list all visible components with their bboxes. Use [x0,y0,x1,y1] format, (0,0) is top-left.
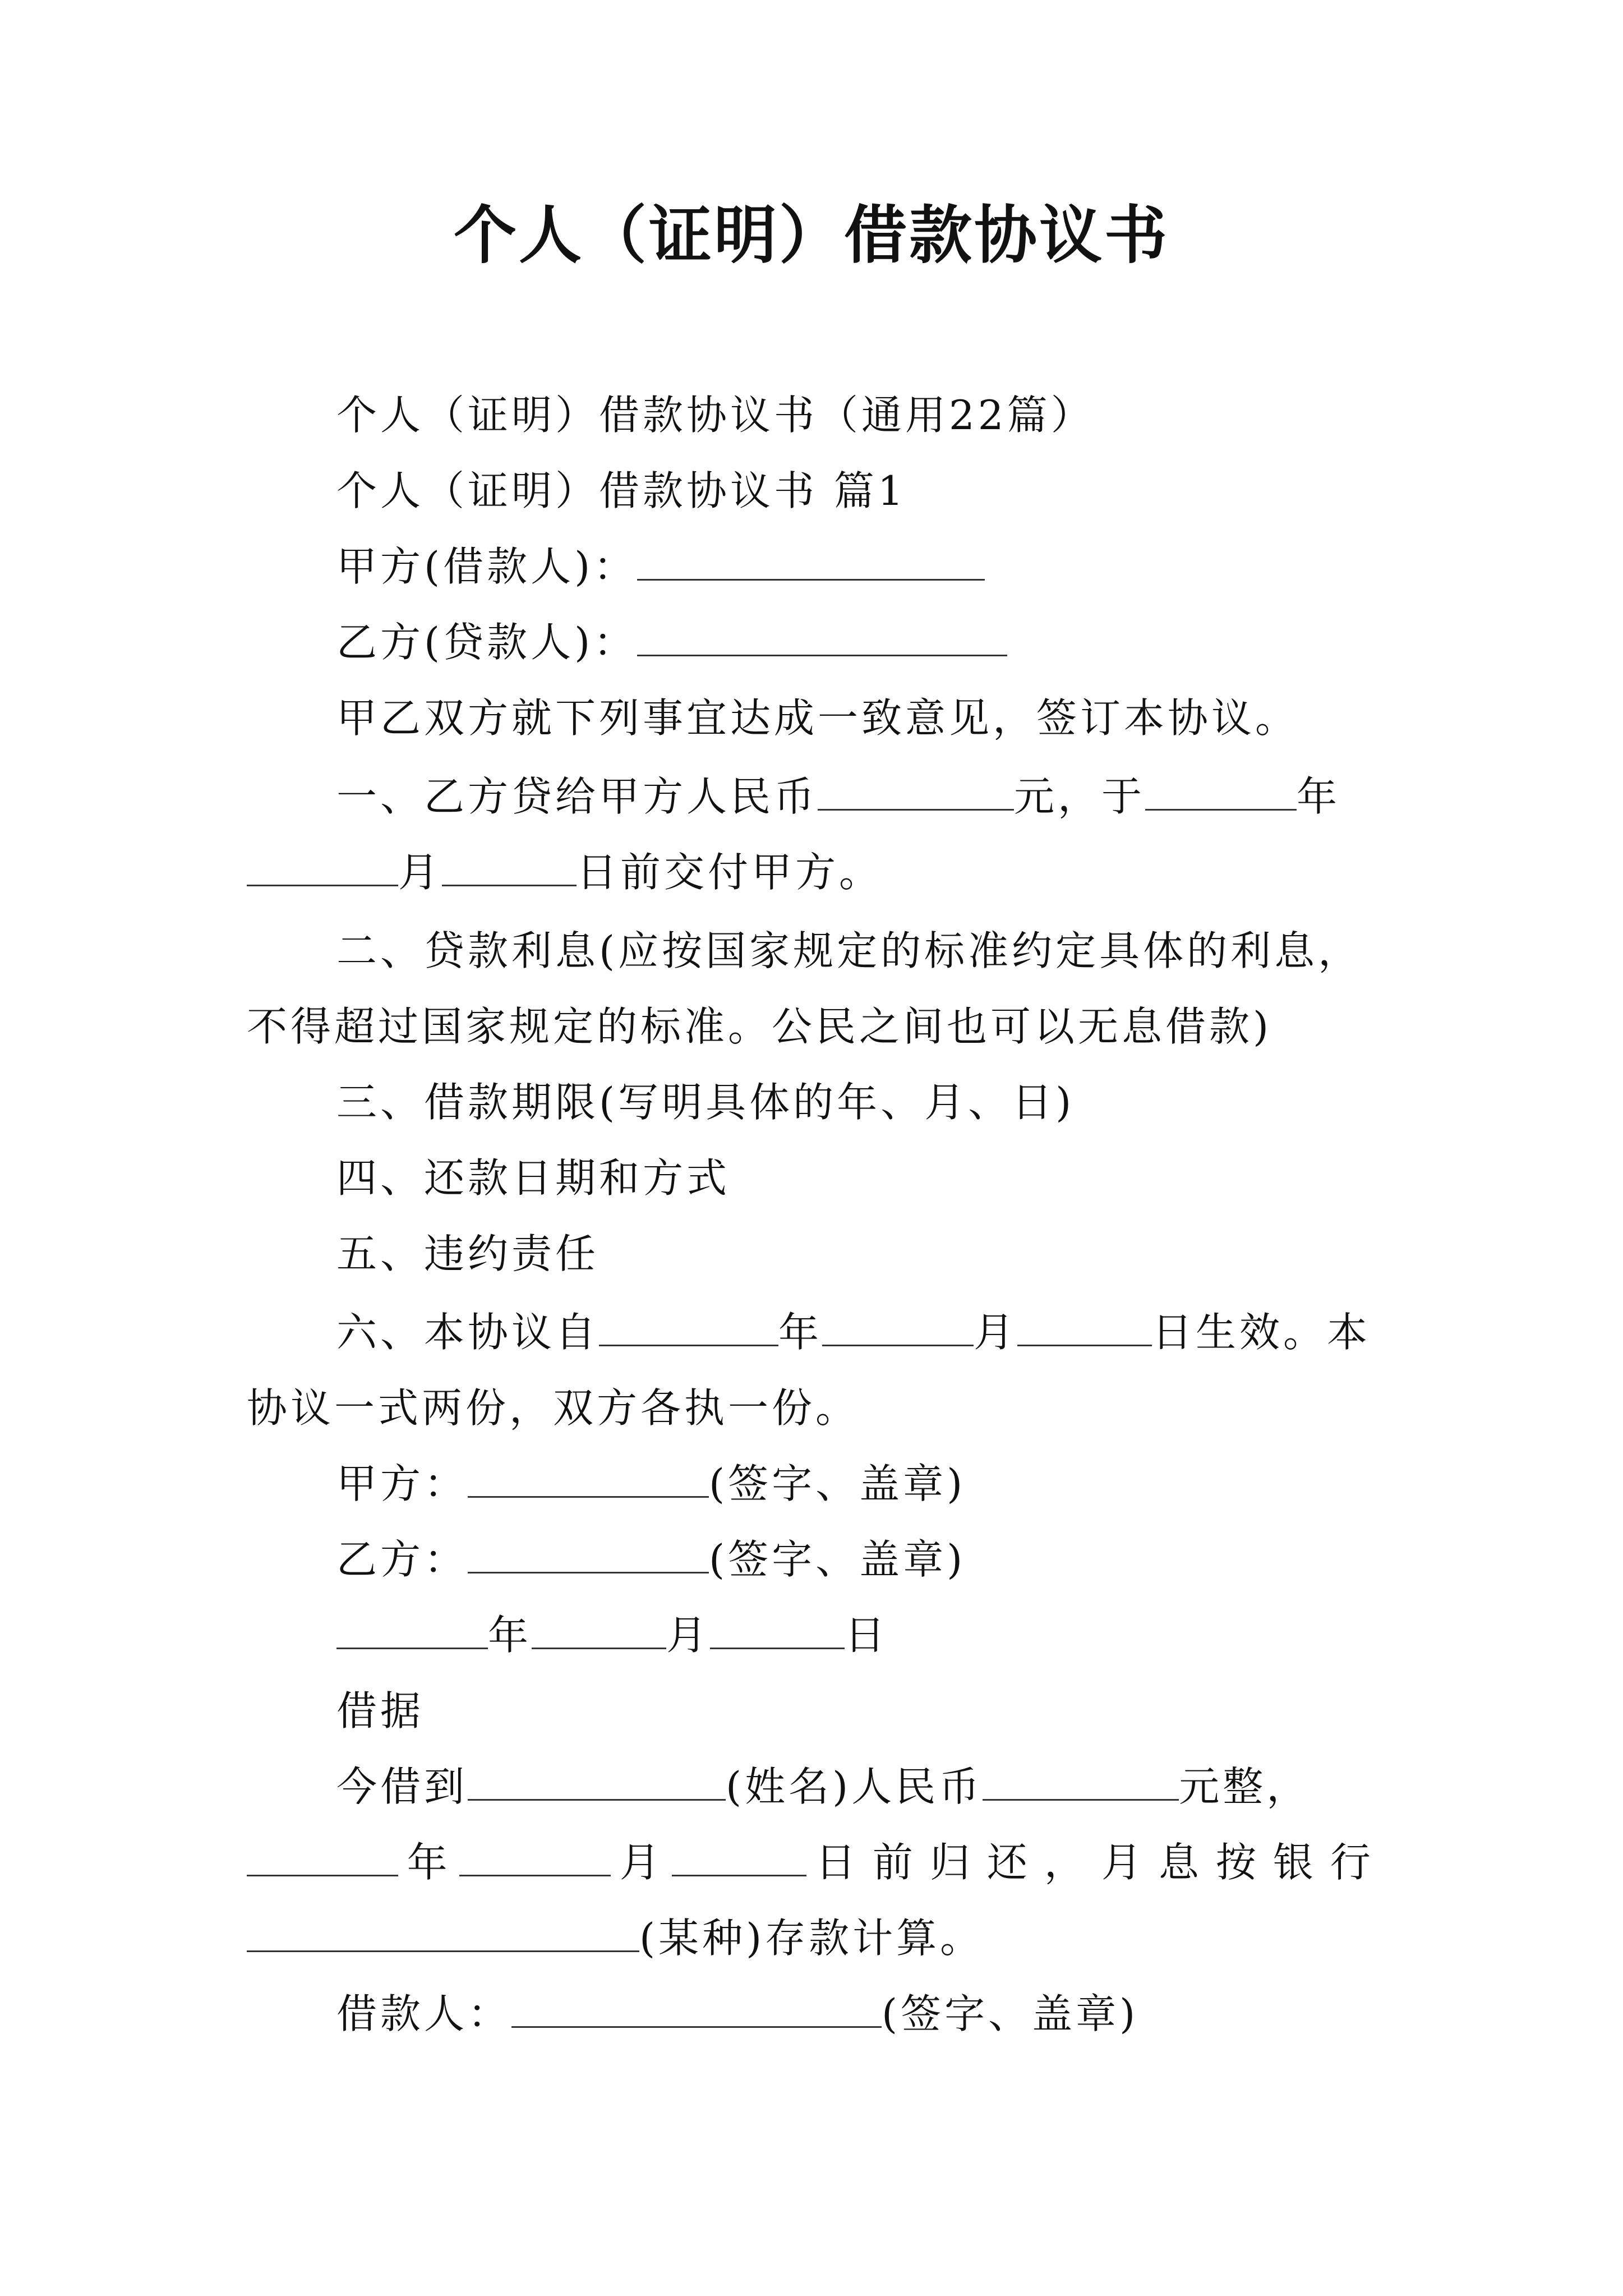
borrower-blank [511,1987,882,2028]
party-a-line [336,539,1387,595]
borrower-suffix: (签字、盖章) [882,1990,1139,2037]
clause3: 三、借款期限(写明具体的年、月、日) [336,1079,1075,1126]
iou-part1: 今借到 [336,1763,468,1810]
clause5: 五、违约责任 [336,1230,600,1277]
borrower-label: 借款人： [336,1990,512,2037]
repay-year-blank [247,1835,398,1876]
clause6-part3: 月 [974,1309,1018,1356]
clause1-part4: 月 [398,849,442,896]
date-year-blank [336,1608,488,1649]
year-blank [1145,770,1297,811]
sign-b-label: 乙方： [336,1536,468,1583]
clause6-line1 [336,1304,1387,1360]
iou-part3: 元整， [1179,1763,1311,1810]
effective-month-blank [822,1305,974,1346]
iou-part2: (姓名)人民币 [726,1763,983,1810]
iou-month: 月 [619,1839,663,1886]
sign-a-blank [468,1457,709,1498]
deposit-type-blank [247,1911,639,1952]
clause6-part4: 日生效。本 [1152,1309,1371,1356]
iou-line3 [247,1910,1387,1966]
clause1-part5: 日前交付甲方。 [577,849,883,896]
sign-b-suffix: (签字、盖章) [709,1536,966,1583]
document-title: 个人（证明）借款协议书 [454,199,1169,272]
document-subtitle: 个人（证明）借款协议书（通用22篇） [336,392,1095,439]
party-b-blank [637,615,1007,656]
amount-blank [818,770,1014,811]
iou-line2-rest: 日前归还，月息按银行 [815,1839,1387,1886]
lender-name-blank [468,1760,726,1801]
clause4: 四、还款日期和方式 [336,1154,731,1202]
date-month-blank [532,1608,666,1649]
repay-day-blank [672,1835,806,1876]
repay-month-blank [459,1835,611,1876]
section-heading: 个人（证明）借款协议书 篇1 [336,467,907,514]
clause6-line2: 协议一式两份，双方各执一份。 [247,1384,860,1432]
sign-a-suffix: (签字、盖章) [709,1460,966,1507]
sign-a-label: 甲方： [336,1460,468,1507]
clause1-part1: 一、乙方贷给甲方人民币 [336,773,818,820]
party-b-line [336,614,1387,670]
iou-line2 [247,1834,1387,1890]
iou-year: 年 [407,1839,451,1886]
clause2-line2: 不得超过国家规定的标准。公民之间也可以无息借款) [247,1003,1272,1050]
date-day: 日 [845,1612,889,1659]
party-a-label: 甲方(借款人)： [336,543,638,590]
clause6-part1: 六、本协议自 [336,1309,600,1356]
party-b-label: 乙方(贷款人)： [336,619,638,666]
date-year: 年 [488,1612,532,1659]
intro-text: 甲乙双方就下列事宜达成一致意见，签订本协议。 [336,694,1299,742]
clause2-line1: 二、贷款利息(应按国家规定的标准约定具体的利息， [336,927,1362,974]
clause6-part2: 年 [778,1309,823,1356]
sign-b-line [336,1531,1387,1588]
party-a-blank [637,540,985,581]
clause1-line1 [336,769,1387,825]
date-line [336,1607,1387,1663]
iou-heading: 借据 [336,1687,425,1734]
iou-amount-blank [983,1760,1179,1801]
clause1-line2 [247,844,1387,900]
iou-line1 [336,1759,1387,1815]
date-month: 月 [666,1612,711,1659]
clause1-part3: 年 [1297,773,1341,820]
day-blank [442,845,577,886]
date-day-blank [710,1608,845,1649]
month-prefix-blank [247,845,398,886]
effective-day-blank [1017,1305,1152,1346]
clause1-part2: 元，于 [1014,773,1146,820]
iou-line3-rest: (某种)存款计算。 [639,1915,984,1962]
effective-year-blank [599,1305,778,1346]
sign-a-line [336,1456,1387,1512]
borrower-line [336,1986,1387,2042]
sign-b-blank [468,1533,709,1573]
